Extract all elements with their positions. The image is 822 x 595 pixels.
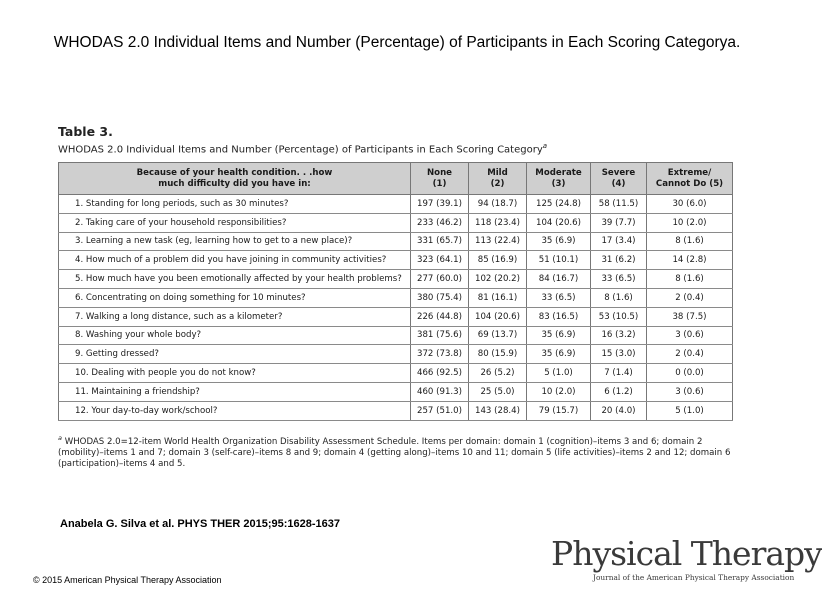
journal-logo-subtitle: Journal of the American Physical Therapy Association [593, 573, 795, 582]
cell-item: 4. How much of a problem did you have joining in community activities? [59, 251, 411, 270]
cell-item: 10. Dealing with people you do not know? [59, 364, 411, 383]
cell-item: 1. Standing for long periods, such as 30 minutes? [59, 195, 411, 214]
table-caption-text: WHODAS 2.0 Individual Items and Number (Percentage) of Participants in Each Scoring Category [58, 144, 543, 156]
table-row [59, 213, 733, 232]
cell-extreme: 14 (2.8) [647, 251, 733, 270]
cell-mild: 25 (5.0) [469, 382, 527, 401]
cell-severe: 31 (6.2) [591, 251, 647, 270]
cell-mild: 143 (28.4) [469, 401, 527, 420]
cell-extreme: 3 (0.6) [647, 326, 733, 345]
cell-item: 11. Maintaining a friendship? [59, 382, 411, 401]
citation: Anabela G. Silva et al. PHYS THER 2015;95:1628-1637 [60, 518, 341, 530]
cell-severe: 7 (1.4) [591, 364, 647, 383]
cell-moderate: 35 (6.9) [527, 326, 591, 345]
cell-extreme: 10 (2.0) [647, 213, 733, 232]
cell-severe: 58 (11.5) [591, 195, 647, 214]
cell-mild: 85 (16.9) [469, 251, 527, 270]
cell-moderate: 10 (2.0) [527, 382, 591, 401]
cell-extreme: 8 (1.6) [647, 232, 733, 251]
cell-severe: 33 (6.5) [591, 270, 647, 289]
table-row [59, 195, 733, 214]
cell-none: 226 (44.8) [411, 307, 469, 326]
cell-extreme: 38 (7.5) [647, 307, 733, 326]
header-moderate: Moderate (3) [527, 163, 591, 195]
cell-mild: 102 (20.2) [469, 270, 527, 289]
cell-moderate: 84 (16.7) [527, 270, 591, 289]
cell-extreme: 2 (0.4) [647, 288, 733, 307]
cell-none: 233 (46.2) [411, 213, 469, 232]
cell-none: 460 (91.3) [411, 382, 469, 401]
cell-none: 372 (73.8) [411, 345, 469, 364]
cell-severe: 8 (1.6) [591, 288, 647, 307]
cell-moderate: 33 (6.5) [527, 288, 591, 307]
cell-none: 277 (60.0) [411, 270, 469, 289]
table-footnote [58, 433, 734, 470]
cell-none: 197 (39.1) [411, 195, 469, 214]
cell-mild: 104 (20.6) [469, 307, 527, 326]
cell-mild: 26 (5.2) [469, 364, 527, 383]
table-row [59, 307, 733, 326]
footnote-mark: a [58, 434, 62, 442]
copyright-notice: © 2015 American Physical Therapy Association [33, 575, 222, 585]
cell-mild: 80 (15.9) [469, 345, 527, 364]
header-item-question: Because of your health condition. . .how much difficulty did you have in: [59, 163, 411, 195]
cell-mild: 69 (13.7) [469, 326, 527, 345]
table-row [59, 401, 733, 420]
cell-severe: 20 (4.0) [591, 401, 647, 420]
cell-none: 331 (65.7) [411, 232, 469, 251]
table-row [59, 382, 733, 401]
journal-logo [551, 534, 822, 587]
cell-moderate: 5 (1.0) [527, 364, 591, 383]
cell-extreme: 8 (1.6) [647, 270, 733, 289]
header-severe: Severe (4) [591, 163, 647, 195]
cell-severe: 16 (3.2) [591, 326, 647, 345]
cell-moderate: 79 (15.7) [527, 401, 591, 420]
cell-item: 12. Your day-to-day work/school? [59, 401, 411, 420]
cell-item: 2. Taking care of your household responsibilities? [59, 213, 411, 232]
header-none: None (1) [411, 163, 469, 195]
cell-mild: 94 (18.7) [469, 195, 527, 214]
journal-logo-title: Physical Therapy [551, 534, 822, 573]
table-row [59, 232, 733, 251]
header-mild: Mild (2) [469, 163, 527, 195]
table-header-row [59, 163, 733, 195]
cell-mild: 118 (23.4) [469, 213, 527, 232]
cell-extreme: 3 (0.6) [647, 382, 733, 401]
whodas-table [58, 162, 733, 421]
cell-item: 8. Washing your whole body? [59, 326, 411, 345]
cell-severe: 39 (7.7) [591, 213, 647, 232]
cell-extreme: 2 (0.4) [647, 345, 733, 364]
cell-mild: 81 (16.1) [469, 288, 527, 307]
cell-item: 3. Learning a new task (eg, learning how to get to a new place)? [59, 232, 411, 251]
cell-moderate: 83 (16.5) [527, 307, 591, 326]
cell-moderate: 51 (10.1) [527, 251, 591, 270]
cell-item: 9. Getting dressed? [59, 345, 411, 364]
cell-moderate: 35 (6.9) [527, 345, 591, 364]
header-extreme: Extreme/ Cannot Do (5) [647, 163, 733, 195]
cell-item: 7. Walking a long distance, such as a kilometer? [59, 307, 411, 326]
cell-none: 381 (75.6) [411, 326, 469, 345]
table-caption-footnote-mark: a [542, 142, 548, 150]
cell-extreme: 5 (1.0) [647, 401, 733, 420]
cell-none: 466 (92.5) [411, 364, 469, 383]
cell-severe: 6 (1.2) [591, 382, 647, 401]
cell-severe: 53 (10.5) [591, 307, 647, 326]
cell-moderate: 35 (6.9) [527, 232, 591, 251]
table-label: Table 3. [58, 124, 113, 139]
cell-moderate: 104 (20.6) [527, 213, 591, 232]
cell-item: 5. How much have you been emotionally affected by your health problems? [59, 270, 411, 289]
table-caption [58, 142, 547, 155]
cell-moderate: 125 (24.8) [527, 195, 591, 214]
footnote-text: WHODAS 2.0=12-item World Health Organization Disability Assessment Schedule. Items per domain: domain 1 (cognition)–items 3 and 6; domain 2 (mobility)–items 1 and 7; domain 3 (self-care)–items 8 and 9; domain 4 (getting along)–items 10 and 11; domain 5 (life activities)–items 2 and 12; domain 6 (participation)–items 4 and 5. [58, 436, 731, 469]
table-row [59, 251, 733, 270]
cell-none: 380 (75.4) [411, 288, 469, 307]
table-row [59, 326, 733, 345]
cell-extreme: 30 (6.0) [647, 195, 733, 214]
slide-title: WHODAS 2.0 Individual Items and Number (Percentage) of Participants in Each Scoring Categorya. [53, 34, 741, 51]
cell-mild: 113 (22.4) [469, 232, 527, 251]
cell-extreme: 0 (0.0) [647, 364, 733, 383]
table-row [59, 364, 733, 383]
table-row [59, 270, 733, 289]
cell-none: 257 (51.0) [411, 401, 469, 420]
cell-item: 6. Concentrating on doing something for 10 minutes? [59, 288, 411, 307]
cell-none: 323 (64.1) [411, 251, 469, 270]
cell-severe: 17 (3.4) [591, 232, 647, 251]
cell-severe: 15 (3.0) [591, 345, 647, 364]
table-row [59, 345, 733, 364]
table-row [59, 288, 733, 307]
